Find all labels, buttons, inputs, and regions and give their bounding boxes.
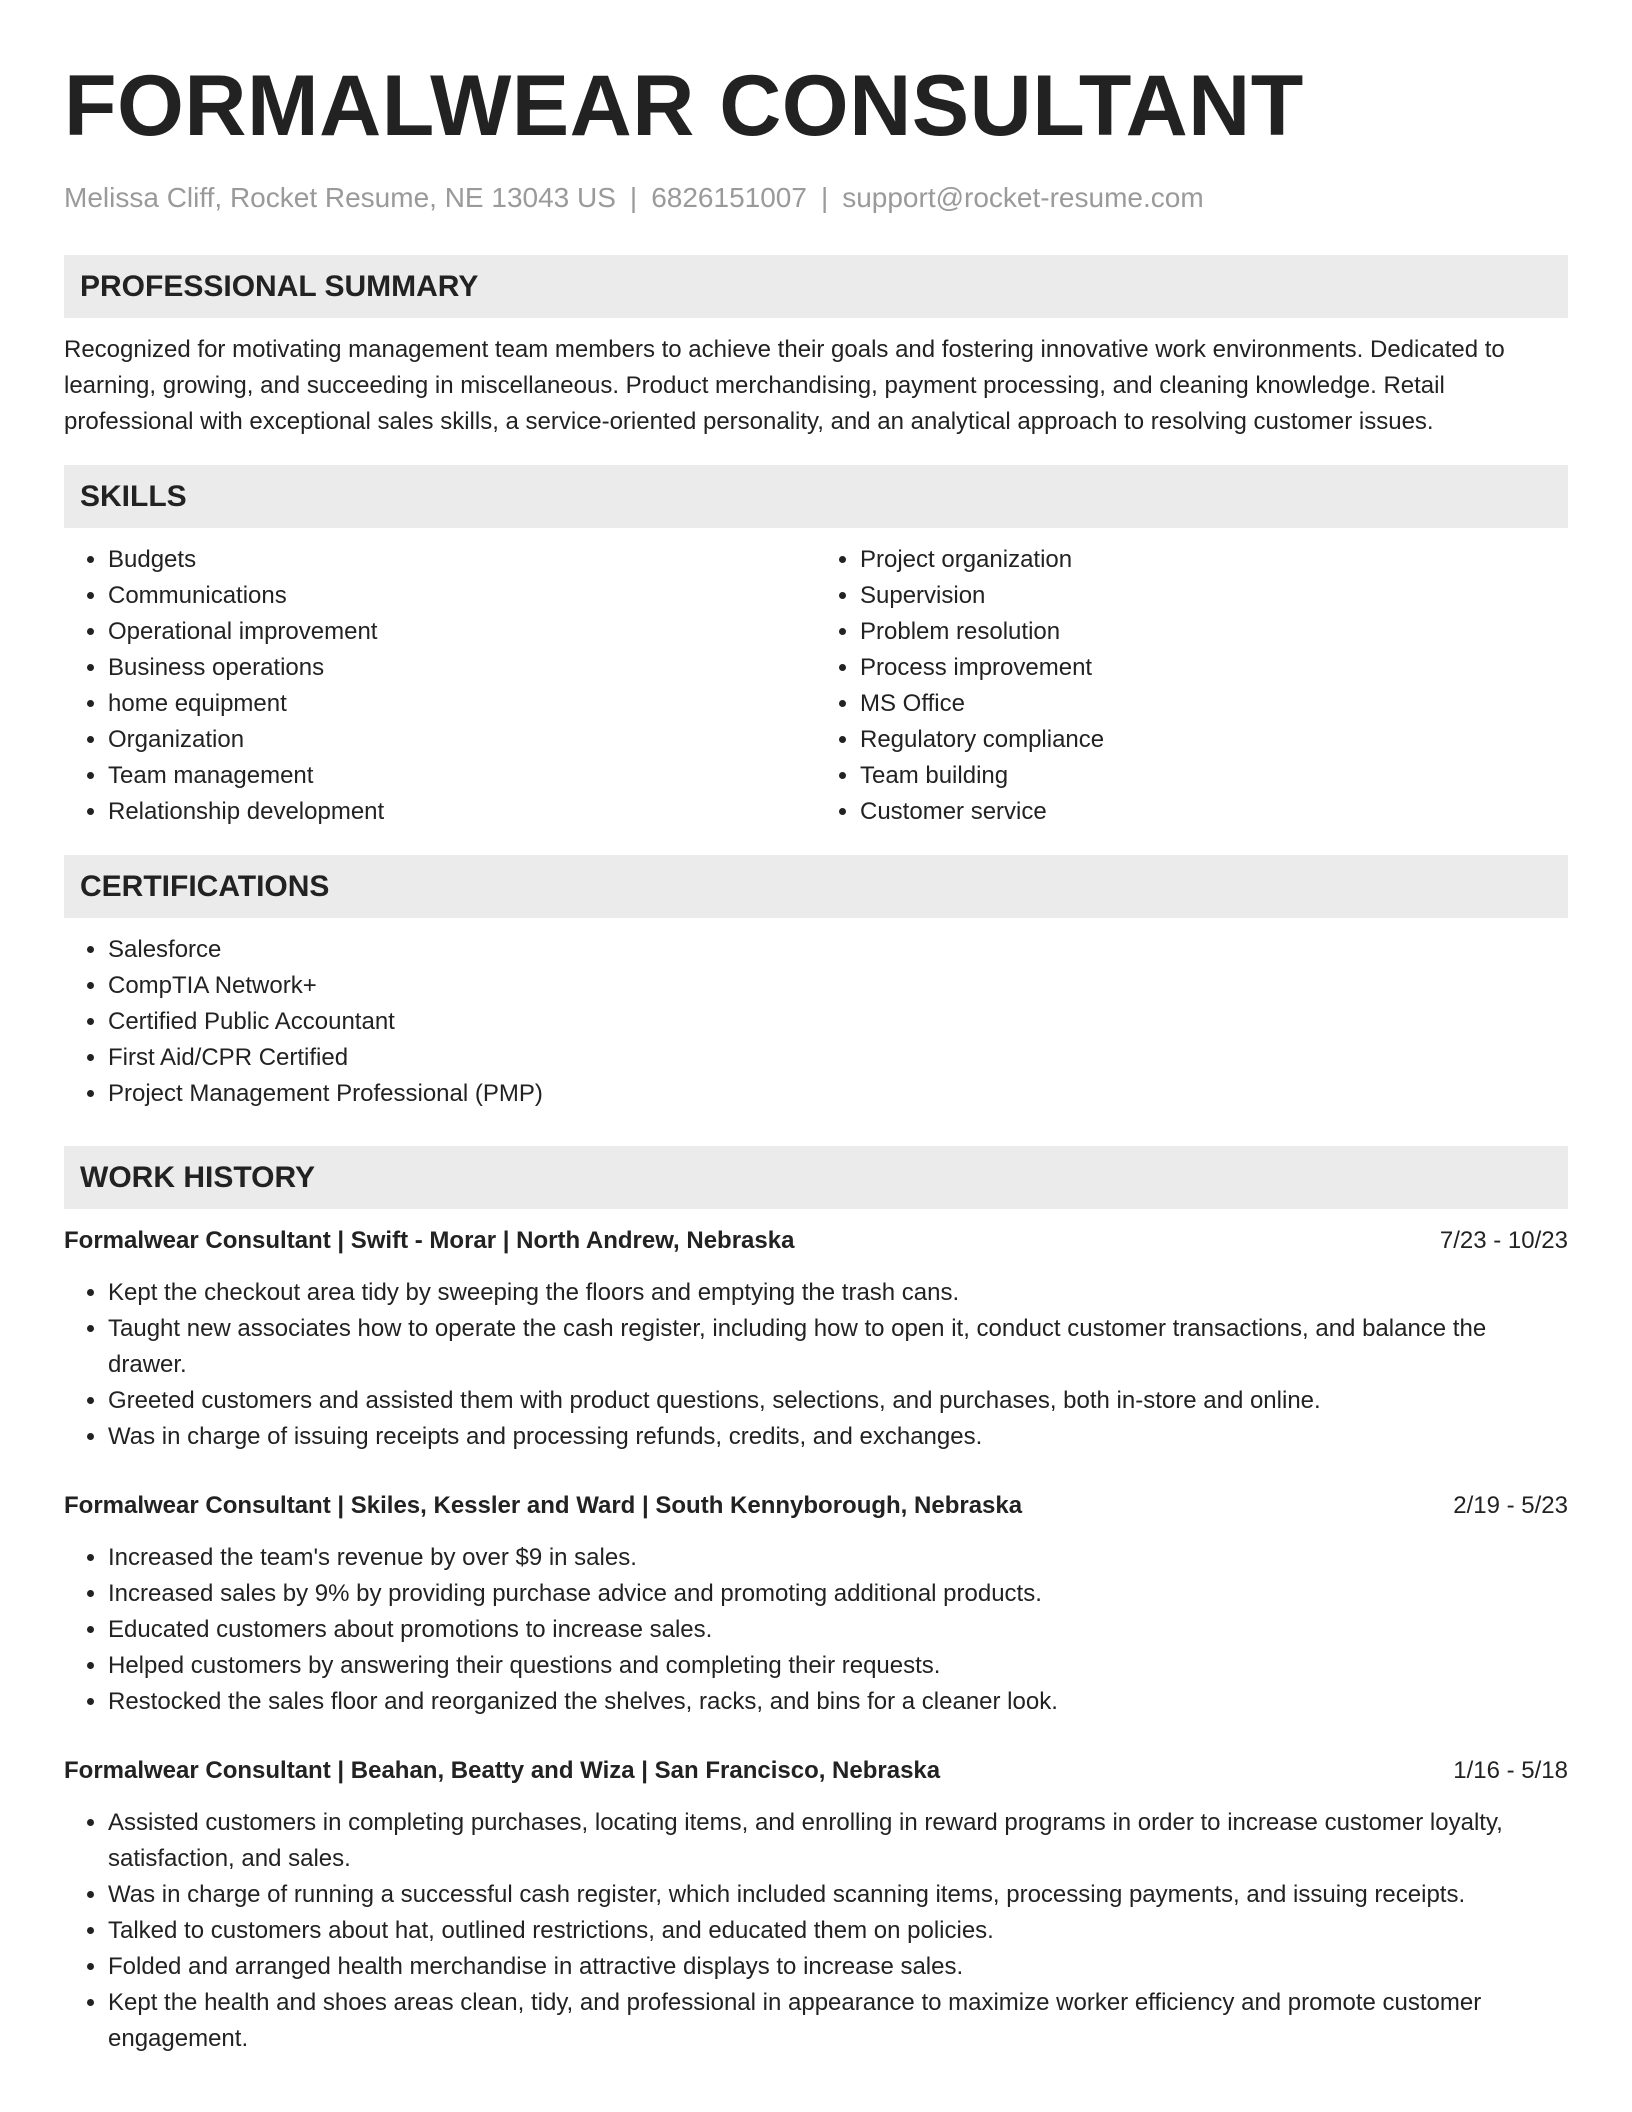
skill-item: • Regulatory compliance bbox=[860, 722, 1568, 758]
certification-item: • Salesforce bbox=[108, 932, 1568, 968]
job-title: Formalwear Consultant | Swift - Morar | North Andrew, Nebraska bbox=[64, 1227, 795, 1254]
contact-phone: 6826151007 bbox=[651, 182, 807, 213]
skill-item: • Organization bbox=[108, 722, 816, 758]
contact-address: Melissa Cliff, Rocket Resume, NE 13043 US bbox=[64, 182, 616, 213]
job-bullet: • Increased sales by 9% by providing purchase advice and promoting additional products. bbox=[108, 1576, 1568, 1612]
skill-item: • Budgets bbox=[108, 542, 816, 578]
job-bullet: • Kept the checkout area tidy by sweeping the floors and emptying the trash cans. bbox=[108, 1275, 1568, 1311]
skill-item: • Communications bbox=[108, 578, 816, 614]
job-dates: 7/23 - 10/23 bbox=[1439, 1227, 1568, 1254]
certification-item: • CompTIA Network+ bbox=[108, 968, 1568, 1004]
skill-item: • Process improvement bbox=[860, 650, 1568, 686]
certifications-heading: CERTIFICATIONS bbox=[64, 855, 1568, 918]
job-bullet: • Educated customers about promotions to increase sales. bbox=[108, 1612, 1568, 1648]
skill-item: • Project organization bbox=[860, 542, 1568, 578]
job-bullet: • Assisted customers in completing purchases, locating items, and enrolling in reward programs in order to increase customer loyalty, satisfaction, and sales. bbox=[108, 1805, 1568, 1877]
skills-column-right bbox=[816, 542, 1568, 830]
resume-title: FORMALWEAR CONSULTANT bbox=[64, 58, 1304, 154]
skill-item: • Team building bbox=[860, 758, 1568, 794]
contact-separator: | bbox=[629, 182, 638, 213]
skill-item: • Team management bbox=[108, 758, 816, 794]
skill-item: • Supervision bbox=[860, 578, 1568, 614]
skill-item: • MS Office bbox=[860, 686, 1568, 722]
job-entry bbox=[64, 1753, 1568, 2057]
job-bullet: • Taught new associates how to operate the cash register, including how to open it, conduct customer transactions, and balance the drawer. bbox=[108, 1311, 1568, 1383]
job-dates: 1/16 - 5/18 bbox=[1453, 1757, 1568, 1784]
skills-list bbox=[64, 542, 1568, 830]
job-dates: 2/19 - 5/23 bbox=[1453, 1492, 1568, 1519]
job-header bbox=[64, 1488, 1568, 1524]
skills-column-left bbox=[64, 542, 816, 830]
contact-separator: | bbox=[820, 182, 829, 213]
job-title: Formalwear Consultant | Skiles, Kessler and Ward | South Kennyborough, Nebraska bbox=[64, 1492, 1023, 1519]
job-bullet: • Helped customers by answering their questions and completing their requests. bbox=[108, 1648, 1568, 1684]
job-bullet: • Kept the health and shoes areas clean, tidy, and professional in appearance to maximize worker efficiency and promote customer engagement. bbox=[108, 1985, 1568, 2057]
summary-heading: PROFESSIONAL SUMMARY bbox=[64, 255, 1568, 318]
job-bullet: • Folded and arranged health merchandise in attractive displays to increase sales. bbox=[108, 1949, 1568, 1985]
skill-item: • Business operations bbox=[108, 650, 816, 686]
job-bullet: • Restocked the sales floor and reorganized the shelves, racks, and bins for a cleaner look. bbox=[108, 1684, 1568, 1720]
certifications-list bbox=[64, 932, 1568, 1112]
skill-item: • Operational improvement bbox=[108, 614, 816, 650]
job-entry bbox=[64, 1223, 1568, 1455]
job-bullet: • Was in charge of issuing receipts and processing refunds, credits, and exchanges. bbox=[108, 1419, 1568, 1455]
certification-item: • Project Management Professional (PMP) bbox=[108, 1076, 1568, 1112]
summary-text: Recognized for motivating management team members to achieve their goals and fostering innovative work environments. Dedicated to learning, growing, and succeeding in miscellaneous. Product merchandising, payment processing, and cleaning knowledge. Retail professional with exceptional sales skills, a service-oriented personality, and an analytical approach to resolving customer issues. bbox=[64, 336, 1505, 435]
work-history-heading: WORK HISTORY bbox=[64, 1146, 1568, 1209]
contact-line bbox=[64, 180, 1568, 216]
job-bullets bbox=[64, 1540, 1568, 1720]
job-header bbox=[64, 1753, 1568, 1789]
skill-item: • Problem resolution bbox=[860, 614, 1568, 650]
job-bullet: • Was in charge of running a successful cash register, which included scanning items, processing payments, and issuing receipts. bbox=[108, 1877, 1568, 1913]
job-header bbox=[64, 1223, 1568, 1259]
job-title: Formalwear Consultant | Beahan, Beatty and Wiza | San Francisco, Nebraska bbox=[64, 1757, 941, 1784]
skills-heading: SKILLS bbox=[64, 465, 1568, 528]
certification-item: • Certified Public Accountant bbox=[108, 1004, 1568, 1040]
skill-item: • home equipment bbox=[108, 686, 816, 722]
skill-item: • Customer service bbox=[860, 794, 1568, 830]
skill-item: • Relationship development bbox=[108, 794, 816, 830]
contact-email: support@rocket-resume.com bbox=[842, 182, 1204, 213]
job-bullet: • Talked to customers about hat, outlined restrictions, and educated them on policies. bbox=[108, 1913, 1568, 1949]
job-bullets bbox=[64, 1275, 1568, 1455]
job-bullet: • Increased the team's revenue by over $9 in sales. bbox=[108, 1540, 1568, 1576]
certification-item: • First Aid/CPR Certified bbox=[108, 1040, 1568, 1076]
job-bullets bbox=[64, 1805, 1568, 2057]
job-bullet: • Greeted customers and assisted them with product questions, selections, and purchases, both in-store and online. bbox=[108, 1383, 1568, 1419]
job-entry bbox=[64, 1488, 1568, 1720]
